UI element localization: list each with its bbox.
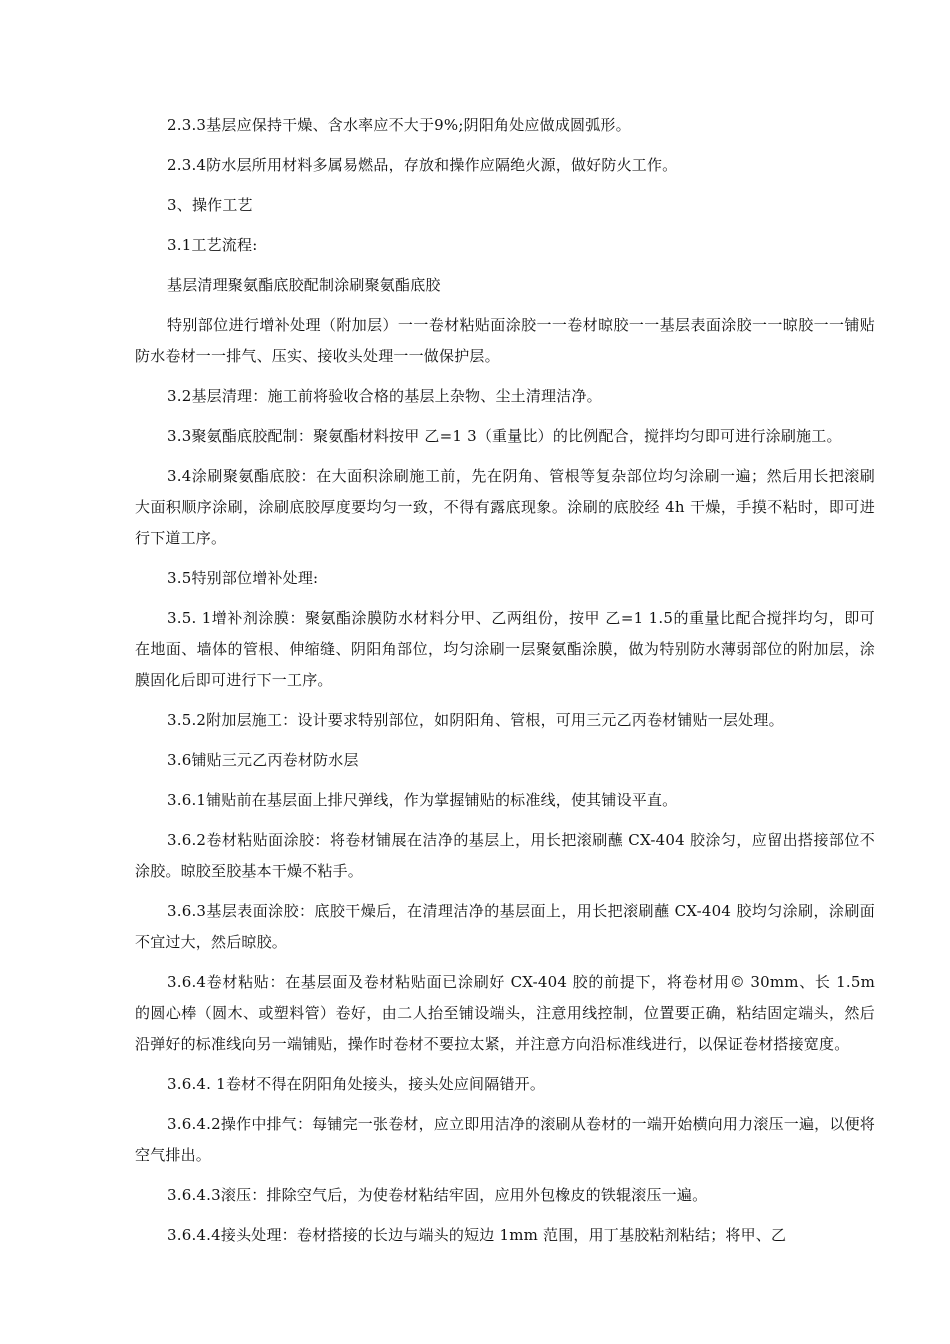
paragraph-3-3: 3.3聚氨酯底胶配制：聚氨酯材料按甲 乙=1 3（重量比）的比例配合，搅拌均匀即可进行涂刷施工。 <box>167 427 842 445</box>
paragraph-3-5-1: 3.5. 1增补剂涂膜：聚氨酯涂膜防水材料分甲、乙两组份，按甲 乙=1 1.5的重量比配合搅拌均匀，即可在地面、墙体的管根、伸缩缝、阴阳角部位，均匀涂刷一层聚氨酯涂膜，做为特别防水薄弱部位的附加层，涂膜固化后即可进行下一工序。 <box>135 609 875 689</box>
section-heading-3: 3、操作工艺 <box>167 196 253 214</box>
process-flow-line-1: 基层清理聚氨酯底胶配制涂刷聚氨酯底胶 <box>167 276 441 294</box>
document-body <box>135 110 875 1260</box>
paragraph-3-6-1: 3.6.1铺贴前在基层面上排尺弹线，作为掌握铺贴的标准线，使其铺设平直。 <box>167 791 678 809</box>
paragraph-3-6: 3.6铺贴三元乙丙卷材防水层 <box>167 751 359 769</box>
paragraph-3-6-4-3: 3.6.4.3滚压：排除空气后，为使卷材粘结牢固，应用外包橡皮的铁辊滚压一遍。 <box>167 1186 708 1204</box>
paragraph-3-4: 3.4涂刷聚氨酯底胶：在大面积涂刷施工前，先在阴角、管根等复杂部位均匀涂刷一遍；然后用长把滚刷大面积顺序涂刷，涂刷底胶厚度要均匀一致，不得有露底现象。涂刷的底胶经 4h 干燥，手摸不粘时，即可进行下道工序。 <box>135 467 875 547</box>
paragraph-2-3-3: 2.3.3基层应保持干燥、含水率应不大于9%;阴阳角处应做成圆弧形。 <box>167 116 631 134</box>
paragraph-3-6-4: 3.6.4卷材粘贴：在基层面及卷材粘贴面已涂刷好 CX-404 胶的前提下，将卷材用© 30mm、长 1.5m 的圆心棒（圆木、或塑料管）卷好，由二人抬至铺设端头，注意用线控制，位置要正确，粘结固定端头，然后沿弹好的标准线向另一端铺贴，操作时卷材不要拉太紧，并注意方向沿标准线进行，以保证卷材搭接宽度。 <box>135 973 875 1053</box>
paragraph-3-6-4-4: 3.6.4.4接头处理：卷材搭接的长边与端头的短边 1mm 范围，用丁基胶粘剂粘结；将甲、乙 <box>167 1226 787 1244</box>
paragraph-2-3-4: 2.3.4防水层所用材料多属易燃品，存放和操作应隔绝火源，做好防火工作。 <box>167 156 678 174</box>
process-flow-line-2: 特别部位进行增补处理（附加层）一一卷材粘贴面涂胶一一卷材晾胶一一基层表面涂胶一一晾胶一一铺贴防水卷材一一排气、压实、接收头处理一一做保护层。 <box>135 316 875 365</box>
paragraph-3-5: 3.5特别部位增补处理: <box>167 569 319 587</box>
paragraph-3-6-2: 3.6.2卷材粘贴面涂胶：将卷材铺展在洁净的基层上，用长把滚刷蘸 CX-404 胶涂匀，应留出搭接部位不涂胶。晾胶至胶基本干燥不粘手。 <box>135 831 875 880</box>
paragraph-3-2: 3.2基层清理：施工前将验收合格的基层上杂物、尘土清理洁净。 <box>167 387 602 405</box>
paragraph-3-6-4-2: 3.6.4.2操作中排气：每铺完一张卷材，应立即用洁净的滚刷从卷材的一端开始横向用力滚压一遍，以便将空气排出。 <box>135 1115 875 1164</box>
paragraph-3-5-2: 3.5.2附加层施工：设计要求特别部位，如阴阳角、管根，可用三元乙丙卷材铺贴一层处理。 <box>167 711 784 729</box>
paragraph-3-6-3: 3.6.3基层表面涂胶：底胶干燥后，在清理洁净的基层面上，用长把滚刷蘸 CX-404 胶均匀涂刷，涂刷面不宜过大，然后晾胶。 <box>135 902 875 951</box>
paragraph-3-1: 3.1工艺流程: <box>167 236 258 254</box>
paragraph-3-6-4-1: 3.6.4. 1卷材不得在阴阳角处接头，接头处应间隔错开。 <box>167 1075 546 1093</box>
